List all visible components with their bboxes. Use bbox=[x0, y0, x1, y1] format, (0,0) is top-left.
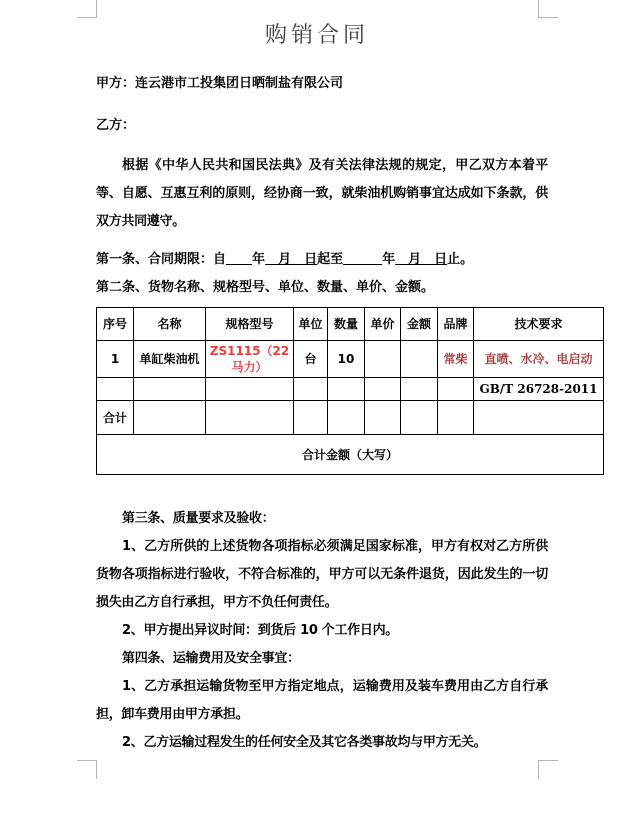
total-amount-cell: 合计金额（大写） bbox=[97, 435, 604, 475]
clause-text: 起至 bbox=[317, 252, 344, 267]
table-cell bbox=[134, 401, 206, 435]
table-cell bbox=[294, 401, 328, 435]
margin-crop-mark-top-left bbox=[77, 0, 97, 18]
fill-in-blank bbox=[343, 252, 382, 267]
column-header: 序号 bbox=[97, 308, 134, 341]
column-header: 技术要求 bbox=[474, 308, 604, 341]
contract-clause-paragraph: 1、乙方所供的上述货物各项指标必须满足国家标准，甲方有权对乙方所供货物各项指标进行验收，不符合标准的，甲方可以无条件退货，因此发生的一切损失由乙方自行承担，甲方不负任何责任。 bbox=[96, 539, 548, 610]
margin-crop-mark-bottom-right bbox=[538, 760, 558, 779]
contract-clauses-section bbox=[96, 505, 548, 757]
table-cell bbox=[438, 378, 474, 401]
table-cell: 常柴 bbox=[438, 341, 474, 378]
table-cell bbox=[401, 378, 438, 401]
contract-clause-paragraph: 2、甲方提出异议时间：到货后 10 个工作日内。 bbox=[122, 623, 398, 638]
contract-clause-paragraph: 2、乙方运输过程发生的任何安全及其它各类事故均与甲方无关。 bbox=[122, 735, 487, 750]
contract-clause-paragraph: 第四条、运输费用及安全事宜： bbox=[122, 651, 300, 666]
table-cell bbox=[365, 401, 401, 435]
goods-table bbox=[96, 307, 604, 475]
table-cell: ZS1115（22马力） bbox=[206, 341, 294, 378]
clause-contract-term-label: 第一条、合同期限： bbox=[96, 252, 214, 267]
column-header: 单价 bbox=[365, 308, 401, 341]
table-cell bbox=[206, 401, 294, 435]
fill-in-blank: 月 日 bbox=[395, 252, 448, 267]
preamble-paragraph: 根据《中华人民共和国民法典》及有关法律法规的规定，甲乙双方本着平等、自愿、互惠互利的原则，经协商一致，就柴油机购销事宜达成如下条款，供双方共同遵守。 bbox=[96, 158, 548, 229]
clause-text: 止。 bbox=[447, 252, 474, 267]
column-header: 品牌 bbox=[438, 308, 474, 341]
margin-crop-mark-top-right bbox=[538, 0, 558, 18]
column-header: 金额 bbox=[401, 308, 438, 341]
fill-in-blank bbox=[226, 252, 252, 267]
table-cell: 10 bbox=[328, 341, 365, 378]
table-cell bbox=[97, 378, 134, 401]
clause-text: 年 bbox=[382, 252, 396, 267]
table-row bbox=[97, 378, 604, 401]
table-cell bbox=[328, 378, 365, 401]
table-cell bbox=[401, 341, 438, 378]
table-row bbox=[97, 341, 604, 378]
table-cell bbox=[134, 378, 206, 401]
table-cell bbox=[474, 401, 604, 435]
table-cell bbox=[438, 401, 474, 435]
column-header: 数量 bbox=[328, 308, 365, 341]
contract-clause-paragraph: 第三条、质量要求及验收： bbox=[122, 511, 275, 526]
clause-contract-term bbox=[96, 246, 634, 274]
margin-crop-mark-bottom-left bbox=[77, 760, 97, 779]
table-row bbox=[97, 435, 604, 475]
party-a-line: 甲方：连云港市工投集团日晒制盐有限公司 bbox=[96, 76, 344, 91]
table-cell bbox=[328, 401, 365, 435]
table-cell: 合计 bbox=[97, 401, 134, 435]
table-cell: 单缸柴油机 bbox=[134, 341, 206, 378]
table-cell bbox=[206, 378, 294, 401]
table-row bbox=[97, 401, 604, 435]
party-b-line: 乙方： bbox=[96, 118, 136, 133]
table-cell bbox=[294, 378, 328, 401]
table-cell: 台 bbox=[294, 341, 328, 378]
clause-goods-heading: 第二条、货物名称、规格型号、单位、数量、单价、金额。 bbox=[96, 280, 435, 295]
fill-in-blank: 月 日 bbox=[265, 252, 318, 267]
clause-text: 年 bbox=[252, 252, 266, 267]
column-header: 名称 bbox=[134, 308, 206, 341]
contract-clause-paragraph: 1、乙方承担运输货物至甲方指定地点，运输费用及装车费用由乙方自行承担，卸车费用由甲方承担。 bbox=[96, 679, 548, 722]
column-header: 规格型号 bbox=[206, 308, 294, 341]
column-header: 单位 bbox=[294, 308, 328, 341]
table-cell: 直喷、水冷、电启动 bbox=[474, 341, 604, 378]
table-cell: GB/T 26728-2011 bbox=[474, 378, 604, 401]
table-cell bbox=[365, 341, 401, 378]
clause-text: 自 bbox=[213, 252, 227, 267]
table-cell bbox=[401, 401, 438, 435]
contract-title: 购销合同 bbox=[264, 23, 369, 48]
table-cell: 1 bbox=[97, 341, 134, 378]
table-cell bbox=[365, 378, 401, 401]
